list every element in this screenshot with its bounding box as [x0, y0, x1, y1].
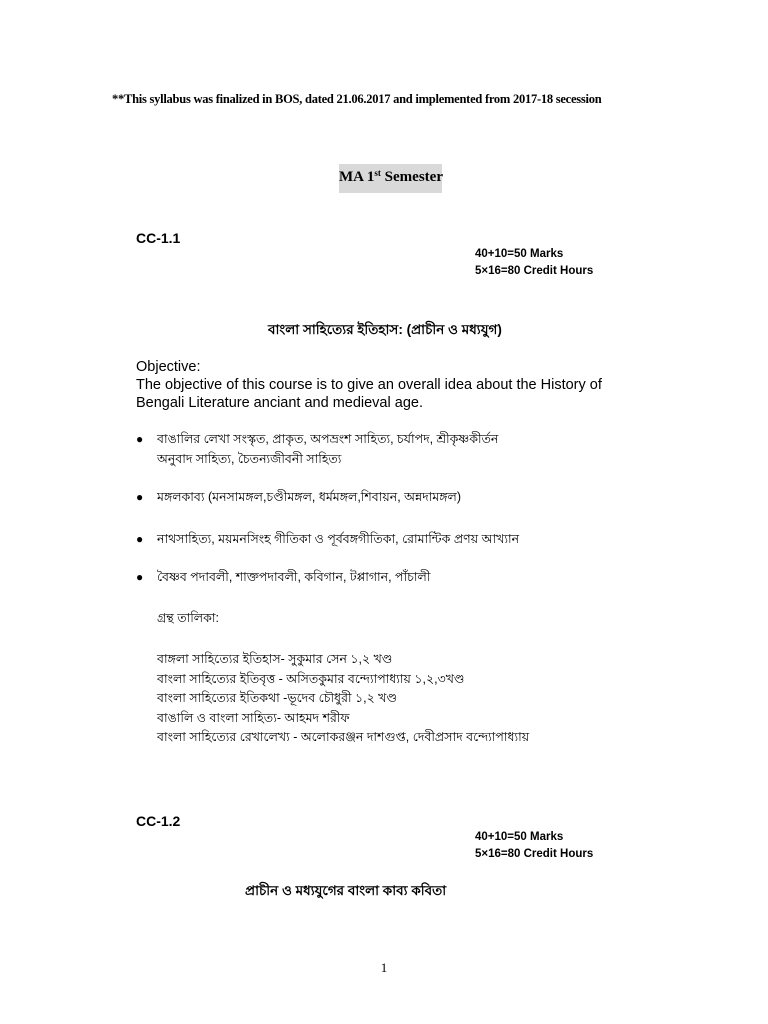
- course-code-cc-1-2: CC-1.2: [136, 813, 181, 829]
- course-code-cc-1-1: CC-1.1: [136, 230, 181, 246]
- bullet-icon: ●: [136, 490, 144, 504]
- objective-label: Objective:: [136, 359, 201, 375]
- book-list-item: বাংলা সাহিত্যের রেখালেখ্য - অলোকরঞ্জন দাশগুপ্ত, দেবীপ্রসাদ বন্দ্যোপাধ্যায়: [157, 730, 530, 744]
- course-2-title: প্রাচীন ও মধ্যযুগের বাংলা কাব্য কবিতা: [245, 883, 447, 898]
- bullet-text-line1: বৈষ্ণব পদাবলী, শাক্তপদাবলী, কবিগান, টপ্পাগান, পাঁচালী: [157, 570, 431, 584]
- bullet-text-line2: অনুবাদ সাহিত্য, চৈতন্যজীবনী সাহিত্য: [157, 452, 342, 466]
- bullet-text-line1: মঙ্গলকাব্য (মনসামঙ্গল,চণ্ডীমঙ্গল, ধর্মমঙ্গল,শিবায়ন, অন্নদামঙ্গল): [157, 490, 461, 504]
- course-1-title: বাংলা সাহিত্যের ইতিহাস: (প্রাচীন ও মধ্যযুগ): [268, 322, 502, 337]
- bullet-icon: ●: [136, 570, 144, 584]
- page-number: 1: [380, 960, 388, 975]
- objective-text: The objective of this course is to give an overall idea about the History of Bengali Literature anciant and medieval age.: [136, 377, 602, 411]
- bullet-text-line1: বাঙালির লেখা সংস্কৃত, প্রাকৃত, অপভ্রংশ সাহিত্য, চর্যাপদ, শ্রীকৃষ্ণকীর্তন: [157, 432, 499, 446]
- course-2-marks-line: 40+10=50 Marks: [475, 831, 564, 843]
- bullet-icon: ●: [136, 432, 144, 446]
- book-list-item: বাঙালি ও বাংলা সাহিত্য- আহমদ শরীফ: [157, 710, 350, 725]
- course-2-marks: [475, 829, 593, 863]
- book-list-title: গ্রন্থ তালিকা:: [157, 611, 219, 625]
- bullet-item-1: [136, 431, 616, 467]
- bullet-text-line1: নাথসাহিত্য, ময়মনসিংহ গীতিকা ও পূর্ববঙ্গগীতিকা, রোমান্টিক প্রণয় আখ্যান: [157, 532, 520, 546]
- semester-title-sup: st: [374, 168, 381, 178]
- course-2-credit-line: 5×16=80 Credit Hours: [475, 848, 594, 860]
- book-list-item: বাঙ্গলা সাহিত্যের ইতিহাস- সুকুমার সেন ১,২ খণ্ড: [157, 652, 393, 666]
- semester-title-suffix: Semester: [380, 169, 443, 185]
- semester-title-prefix: MA 1: [339, 169, 375, 185]
- syllabus-note: **This syllabus was finalized in BOS, dated 21.06.2017 and implemented from 2017-18 secession: [112, 92, 602, 106]
- book-list-item: বাংলা সাহিত্যের ইতিবৃত্ত - অসিতকুমার বন্দ্যোপাধ্যায় ১,২,৩খণ্ড: [157, 671, 465, 686]
- bullet-icon: ●: [136, 532, 144, 546]
- bullet-item-2: [136, 489, 616, 507]
- course-1-objective: [136, 358, 636, 412]
- bullet-item-3: [136, 531, 616, 549]
- semester-title: [339, 168, 442, 186]
- book-list-item: বাংলা সাহিত্যের ইতিকথা -ভূদেব চৌধুরী ১,২ খণ্ড: [157, 691, 397, 705]
- bullet-item-4: [136, 569, 616, 587]
- course-1-marks: [475, 246, 593, 280]
- course-1-marks-line: 40+10=50 Marks: [475, 248, 564, 260]
- book-list: [157, 650, 529, 748]
- course-1-credit-line: 5×16=80 Credit Hours: [475, 265, 594, 277]
